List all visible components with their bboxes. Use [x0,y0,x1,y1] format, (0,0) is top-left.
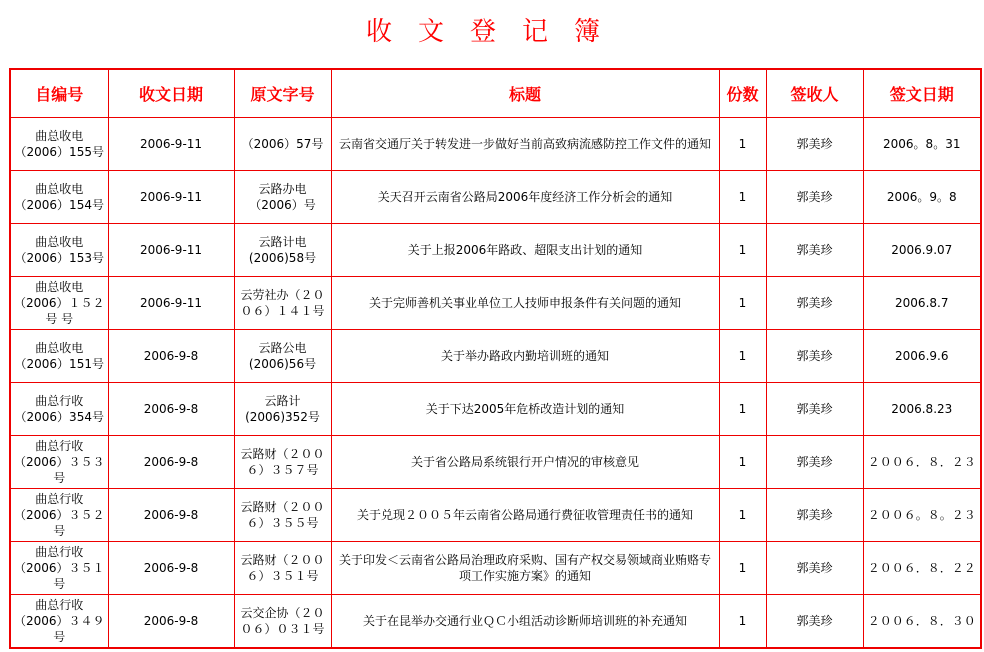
cell-copies: 1 [719,542,766,595]
cell-serial: 曲总收电（2006）153号 [10,224,108,277]
cell-received-date: 2006-9-8 [108,489,234,542]
cell-recipient: 郭美珍 [766,383,863,436]
table-row [10,277,981,330]
cell-title: 关于举办路政内勤培训班的通知 [331,330,719,383]
cell-doc-number: 云路财（２００６）３５１号 [234,542,331,595]
cell-doc-number: 云劳社办（２００６）１４１号 [234,277,331,330]
cell-doc-number: 云路公电(2006)56号 [234,330,331,383]
table-row [10,436,981,489]
cell-doc-number: 云路办电（2006）号 [234,171,331,224]
cell-received-date: 2006-9-11 [108,171,234,224]
cell-doc-number: （2006）57号 [234,118,331,171]
cell-serial: 曲总行收（2006）３５２号 [10,489,108,542]
cell-copies: 1 [719,489,766,542]
cell-doc-number: 云路财（２００６）３５７号 [234,436,331,489]
header-copies: 份数 [719,69,766,118]
table-row [10,595,981,649]
cell-serial: 曲总收电（2006）151号 [10,330,108,383]
cell-serial: 曲总行收（2006）３４９号 [10,595,108,649]
cell-copies: 1 [719,224,766,277]
cell-copies: 1 [719,383,766,436]
header-doc-number: 原文字号 [234,69,331,118]
cell-received-date: 2006-9-11 [108,224,234,277]
cell-title: 关于完师善机关事业单位工人技师申报条件有关问题的通知 [331,277,719,330]
table-row [10,224,981,277]
cell-doc-number: 云路计(2006)352号 [234,383,331,436]
cell-title: 关天召开云南省公路局2006年度经济工作分析会的通知 [331,171,719,224]
table-row [10,489,981,542]
cell-copies: 1 [719,277,766,330]
cell-received-date: 2006-9-8 [108,542,234,595]
cell-copies: 1 [719,330,766,383]
cell-title: 关于下达2005年危桥改造计划的通知 [331,383,719,436]
header-sign-date: 签文日期 [863,69,981,118]
cell-recipient: 郭美珍 [766,595,863,649]
cell-recipient: 郭美珍 [766,436,863,489]
table-row [10,330,981,383]
cell-recipient: 郭美珍 [766,489,863,542]
cell-doc-number: 云路计电(2006)58号 [234,224,331,277]
table-row [10,118,981,171]
cell-received-date: 2006-9-8 [108,436,234,489]
table-row [10,542,981,595]
cell-serial: 曲总收电（2006）154号 [10,171,108,224]
table-row [10,171,981,224]
cell-recipient: 郭美珍 [766,224,863,277]
cell-sign-date: 2006.8.7 [863,277,981,330]
header-recipient: 签收人 [766,69,863,118]
cell-recipient: 郭美珍 [766,277,863,330]
cell-received-date: 2006-9-8 [108,330,234,383]
cell-copies: 1 [719,171,766,224]
header-title: 标题 [331,69,719,118]
cell-sign-date: ２００６．８．３０ [863,595,981,649]
cell-sign-date: ２００６。８。２３ [863,489,981,542]
cell-title: 关于兑现２００５年云南省公路局通行费征收管理责任书的通知 [331,489,719,542]
cell-received-date: 2006-9-8 [108,383,234,436]
cell-title: 关于上报2006年路政、超限支出计划的通知 [331,224,719,277]
cell-title: 云南省交通厅关于转发进一步做好当前高致病流感防控工作文件的通知 [331,118,719,171]
cell-recipient: 郭美珍 [766,118,863,171]
cell-copies: 1 [719,118,766,171]
cell-copies: 1 [719,436,766,489]
cell-serial: 曲总行收（2006）３５３号 [10,436,108,489]
cell-copies: 1 [719,595,766,649]
cell-received-date: 2006-9-11 [108,118,234,171]
cell-sign-date: 2006。8。31 [863,118,981,171]
cell-title: 关于省公路局系统银行开户情况的审核意见 [331,436,719,489]
cell-serial: 曲总行收（2006）354号 [10,383,108,436]
cell-serial: 曲总收电（2006）155号 [10,118,108,171]
cell-sign-date: ２００６．８．２２ [863,542,981,595]
page-title: 收文登记簿 [365,17,626,47]
cell-sign-date: ２００６．８．２３ [863,436,981,489]
cell-received-date: 2006-9-8 [108,595,234,649]
cell-received-date: 2006-9-11 [108,277,234,330]
cell-sign-date: 2006.9.07 [863,224,981,277]
cell-title: 关于在昆举办交通行业ＱＣ小组活动诊断师培训班的补充通知 [331,595,719,649]
header-serial: 自编号 [10,69,108,118]
cell-sign-date: 2006.9.6 [863,330,981,383]
cell-recipient: 郭美珍 [766,542,863,595]
cell-recipient: 郭美珍 [766,330,863,383]
header-received-date: 收文日期 [108,69,234,118]
receipt-register-table [9,68,982,649]
cell-sign-date: 2006。9。8 [863,171,981,224]
table-row [10,383,981,436]
cell-doc-number: 云交企协（２００６）０３１号 [234,595,331,649]
cell-recipient: 郭美珍 [766,171,863,224]
cell-serial: 曲总行收（2006）３５１号 [10,542,108,595]
header-row [10,69,981,118]
cell-doc-number: 云路财（２００６）３５５号 [234,489,331,542]
cell-sign-date: 2006.8.23 [863,383,981,436]
cell-serial: 曲总收电（2006）１５２号 号 [10,277,108,330]
cell-title: 关于印发＜云南省公路局治理政府采购、国有产权交易领域商业贿赂专项工作实施方案》的通知 [331,542,719,595]
